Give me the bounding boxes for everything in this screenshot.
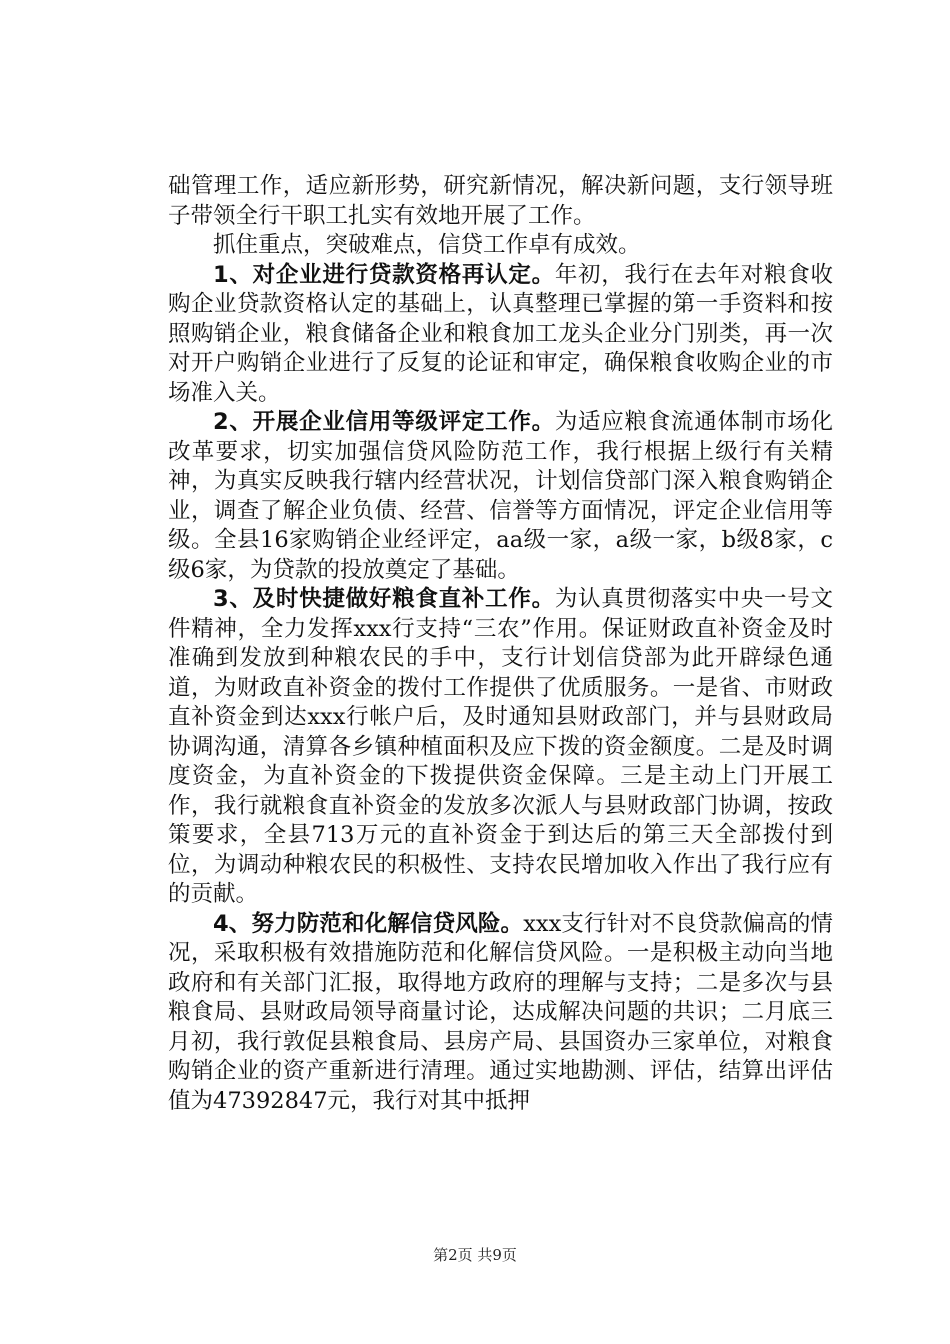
document-body xyxy=(168,172,833,1116)
paragraph-item-1 xyxy=(168,261,833,409)
paragraph-text: 年初，我行在去年对粮食收购企业贷款资格认定的基础上，认真整理已掌握的第一手资料和按照购销企业，粮食储备企业和粮食加工龙头企业分门别类，再一次对开户购销企业进行了反复的论证和审定，确保粮食收购企业的市场准入关。 xyxy=(168,261,833,406)
paragraph-text: 为适应粮食流通体制市场化改革要求，切实加强信贷风险防范工作，我行根据上级行有关精神，为真实反映我行辖内经营状况，计划信贷部门深入粮食购销企业，调查了解企业负债、经营、信誉等方面情况，评定企业信用等级。全县16家购销企业经评定，aa级一家，a级一家，b级8家，c级6家，为贷款的投放奠定了基础。 xyxy=(168,409,833,583)
paragraph-intro xyxy=(168,231,833,261)
paragraph-lead-heading: 2、开展企业信用等级评定工作。 xyxy=(213,409,555,435)
paragraph-text: 础管理工作，适应新形势，研究新情况，解决新问题，支行领导班子带领全行干职工扎实有效地开展了工作。 xyxy=(168,173,833,229)
paragraph-item-2 xyxy=(168,408,833,585)
paragraph-text: xxx支行针对不良贷款偏高的情况，采取积极有效措施防范和化解信贷风险。一是积极主动向当地政府和有关部门汇报，取得地方政府的理解与支持；二是多次与县粮食局、县财政局领导商量讨论，达成解决问题的共识；二月底三月初，我行敦促县粮食局、县房产局、县国资办三家单位，对粮食购销企业的资产重新进行清理。通过实地勘测、评估，结算出评估值为47392847元，我行对其中抵押 xyxy=(168,910,833,1114)
paragraph-continuation xyxy=(168,172,833,231)
paragraph-lead-heading: 4、努力防范和化解信贷风险。 xyxy=(213,910,524,937)
page-number-footer: 第2页 共9页 xyxy=(433,1246,517,1264)
paragraph-lead-heading: 1、对企业进行贷款资格再认定。 xyxy=(213,261,555,288)
paragraph-lead-heading: 3、及时快捷做好粮食直补工作。 xyxy=(213,586,555,612)
paragraph-text: 抓住重点，突破难点，信贷工作卓有成效。 xyxy=(213,232,641,258)
paragraph-item-4 xyxy=(168,910,833,1117)
paragraph-text: 为认真贯彻落实中央一号文件精神，全力发挥xxx行支持“三农”作用。保证财政直补资金及时准确到发放到种粮农民的手中，支行计划信贷部为此开辟绿色通道，为财政直补资金的拨付工作提供了优质服务。一是省、市财政直补资金到达xxx行帐户后，及时通知县财政部门，并与县财政局协调沟通，清算各乡镇种植面积及应下拨的资金额度。二是及时调度资金，为直补资金的下拨提供资金保障。三是主动上门开展工作，我行就粮食直补资金的发放多次派人与县财政部门协调，按政策要求，全县713万元的直补资金于到达后的第三天全部拨付到位，为调动种粮农民的积极性、支持农民增加收入作出了我行应有的贡献。 xyxy=(168,586,833,907)
paragraph-item-3 xyxy=(168,585,833,910)
